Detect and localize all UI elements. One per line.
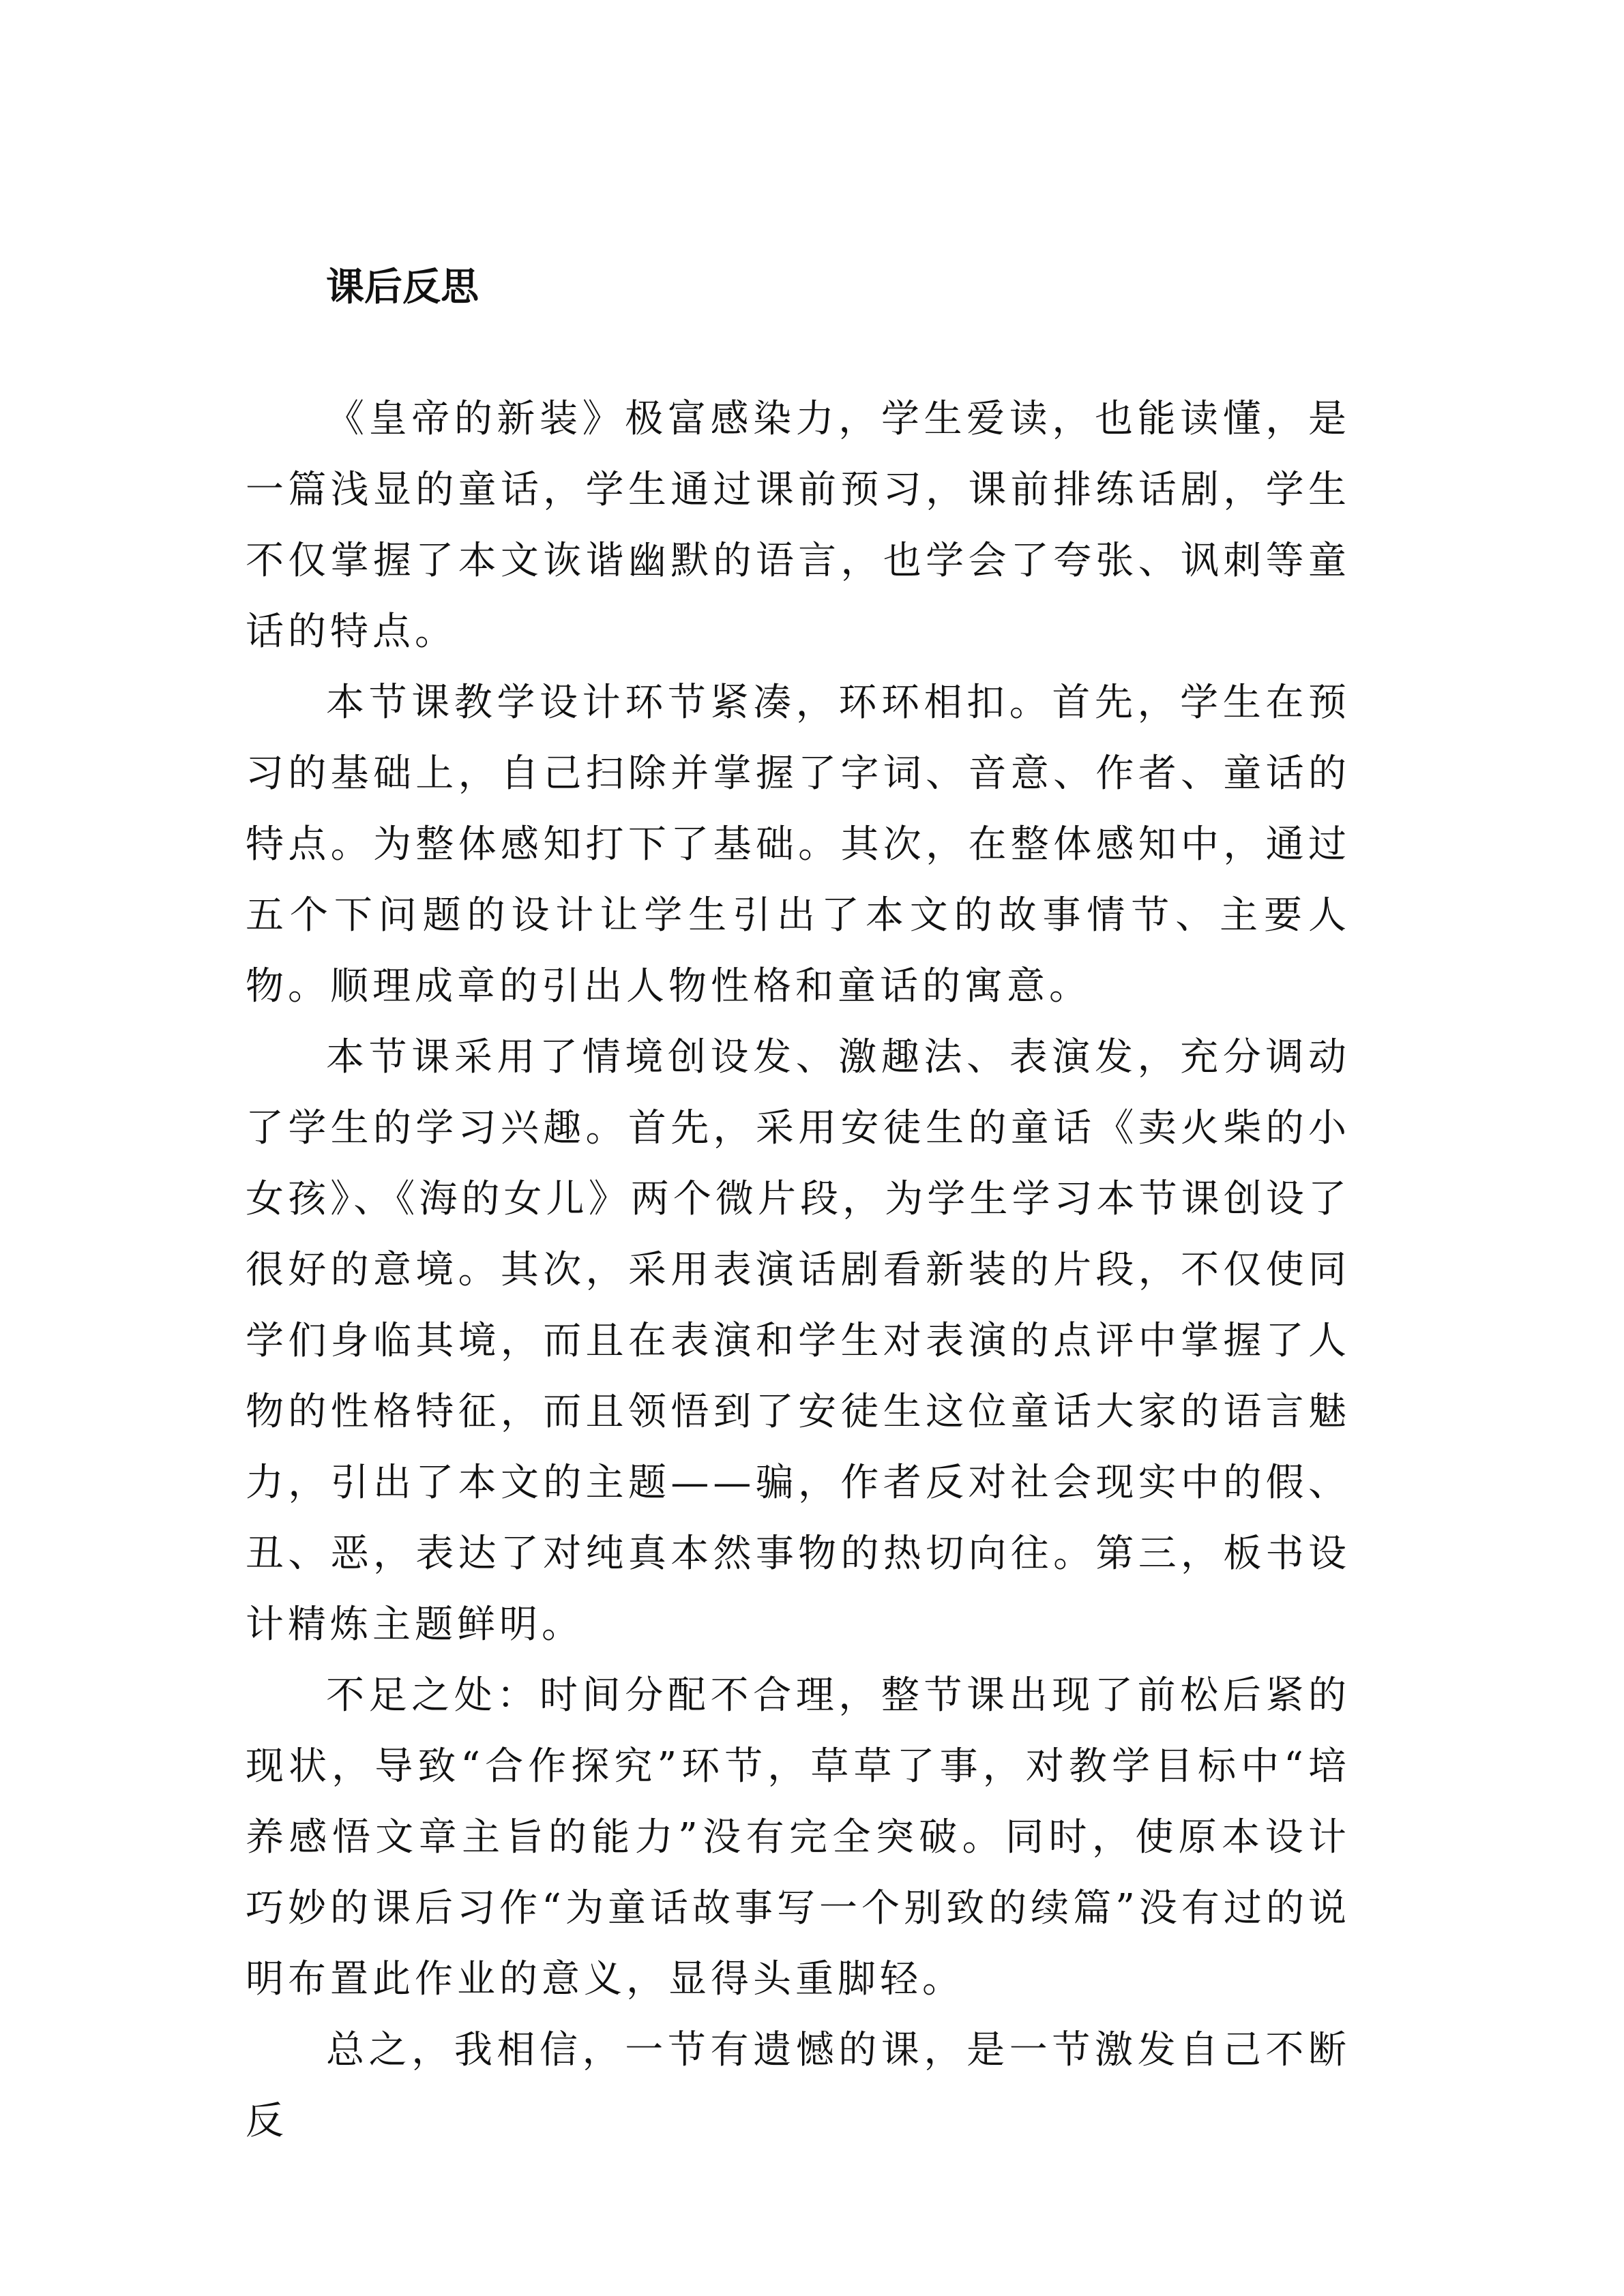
paragraph-shortcomings: 不足之处：时间分配不合理，整节课出现了前松后紧的现状，导致“合作探究”环节，草草了事，对教学目标中“培养感悟文章主旨的能力”没有完全突破。同时，使原本设计巧妙的课后习作“为童话故事写一个别致的续篇”没有过的说明布置此作业的意义，显得头重脚轻。	[246, 1673, 1350, 2001]
paragraph-methods: 本节课采用了情境创设发、激趣法、表演发，充分调动了学生的学习兴趣。首先，采用安徒生的童话《卖火柴的小女孩》、《海的女儿》两个微片段，为学生学习本节课创设了很好的意境。其次，采用表演话剧看新装的片段，不仅使同学们身临其境，而且在表演和学生对表演的点评中掌握了人物的性格特征，而且领悟到了安徒生这位童话大家的语言魅力，引出了本文的主题——骗，作者反对社会现实中的假、丑、恶，表达了对纯真本然事物的热切向往。第三，板书设计精炼主题鲜明。	[246, 1035, 1350, 1647]
paragraph-design: 本节课教学设计环节紧凑，环环相扣。首先，学生在预习的基础上，自己扫除并掌握了字词、音意、作者、童话的特点。为整体感知打下了基础。其次，在整体感知中，通过五个下问题的设计让学生引出了本文的故事情节、主要人物。顺理成章的引出人物性格和童话的寓意。	[246, 681, 1350, 1009]
section-heading: 课后反思	[326, 265, 479, 310]
paragraph-conclusion: 总之，我相信，一节有遗憾的课，是一节激发自己不断反	[246, 2028, 1350, 2143]
paragraph-intro: 《皇帝的新装》极富感染力，学生爱读，也能读懂，是一篇浅显的童话，学生通过课前预习，课前排练话剧，学生不仅掌握了本文诙谐幽默的语言，也学会了夸张、讽刺等童话的特点。	[246, 397, 1350, 654]
document-body	[246, 384, 1350, 2157]
